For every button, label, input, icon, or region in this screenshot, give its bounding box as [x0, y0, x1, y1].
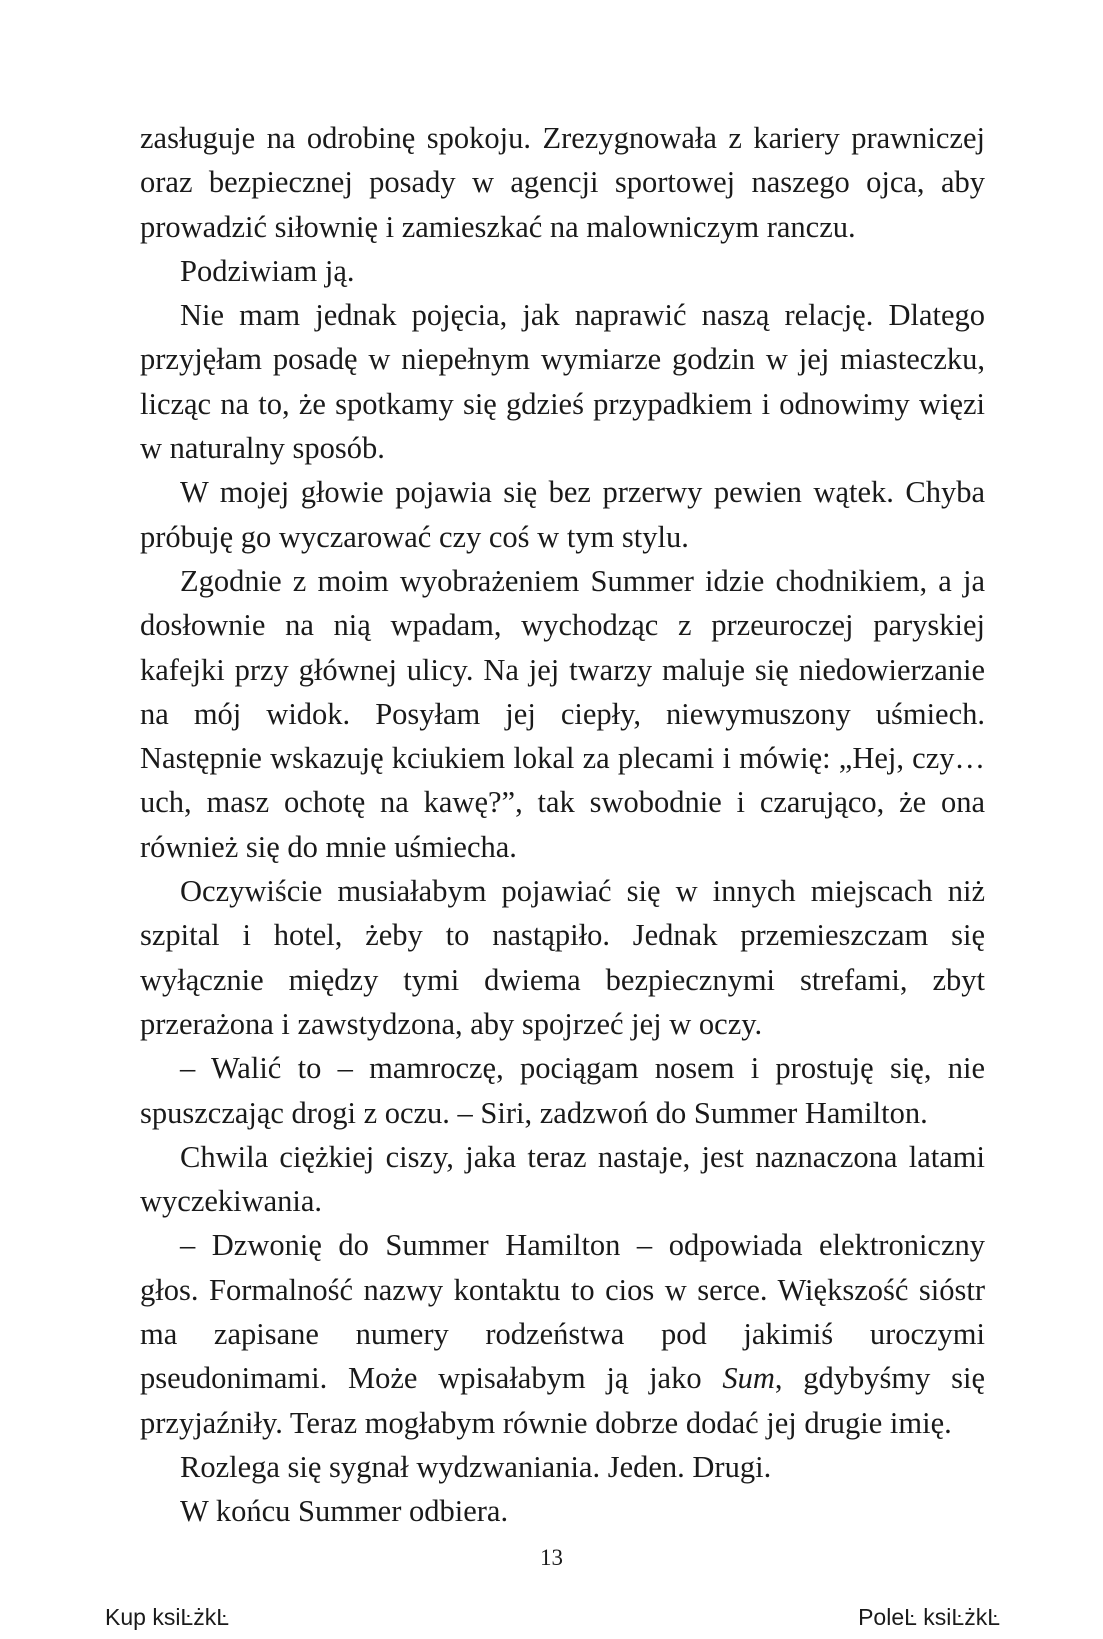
- paragraph-3: Nie mam jednak pojęcia, jak naprawić naszą relację. Dlatego przyjęłam posadę w niepełnym wymiarze godzin w jej miasteczku, licząc na to, że spotkamy się gdzieś przypadkiem i odnowimy więzi w naturalny sposób.: [140, 298, 985, 466]
- paragraph-9-italic-nickname: Sum: [722, 1361, 775, 1396]
- paragraph-6: Oczywiście musiałabym pojawiać się w innych miejscach niż szpital i hotel, żeby to nastąpiło. Jednak przemieszczam się wyłącznie między tymi dwiema bezpiecznymi strefami, zbyt przerażona i zawstydzona, aby spojrzeć jej w oczy.: [140, 874, 985, 1041]
- dialogue-paragraph-7: – Walić to – mamroczę, pociągam nosem i prostuję się, nie spuszczając drogi z oczu. – Siri, zadzwoń do Summer Hamilton.: [140, 1051, 985, 1130]
- paragraph-11: W końcu Summer odbiera.: [180, 1494, 509, 1529]
- paragraph-4: W mojej głowie pojawia się bez przerwy pewien wątek. Chyba próbuję go wyczarować czy coś w tym stylu.: [140, 475, 985, 554]
- dialogue-paragraph-9: [140, 1223, 985, 1444]
- paragraph-2: Podziwiam ją.: [180, 253, 355, 288]
- recommend-book-link[interactable]: PoleĿ ksiĿżkĿ: [858, 1604, 1000, 1630]
- paragraph-9-part-1: – Dzwonię do Summer Hamilton – odpowiada elektroniczny głos. Formalność nazwy kontaktu to cios w serce. Większość sióstr ma zapisane numery rodzeństwa pod jakimiś uroczymi pseudonimami. Może wpisałabym ją jako: [140, 1228, 985, 1396]
- paragraph-9-part-3: , gdybyśmy się przyjaźniły. Teraz mogłabym równie dobrze dodać jej drugie imię.: [140, 1361, 985, 1440]
- page-body-text: [140, 116, 985, 1534]
- buy-book-link[interactable]: Kup ksiĿżkĿ: [105, 1604, 230, 1630]
- paragraph-5: Zgodnie z moim wyobrażeniem Summer idzie chodnikiem, a ja dosłownie na nią wpadam, wychodząc z przeuroczej paryskiej kafejki przy głównej ulicy. Na jej twarzy maluje się niedowierzanie na mój widok. Posyłam jej ciepły, niewymuszony uśmiech. Następnie wskazuję kciukiem lokal za plecami i mówię: „Hej, czy… uch, masz ochotę na kawę?”, tak swobodnie i czarująco, że ona również się do mnie uśmiecha.: [140, 563, 985, 864]
- paragraph-10: Rozlega się sygnał wydzwaniania. Jeden. Drugi.: [180, 1449, 772, 1484]
- paragraph-8: Chwila ciężkiej ciszy, jaka teraz nastaje, jest naznaczona latami wyczekiwania.: [140, 1139, 985, 1219]
- page-number: 13: [540, 1545, 563, 1570]
- paragraph-1: zasługuje na odrobinę spokoju. Zrezygnowała z kariery prawniczej oraz bezpiecznej posady w agencji sportowej naszego ojca, aby prowadzić siłownię i zamieszkać na malowniczym ranczu.: [140, 121, 985, 244]
